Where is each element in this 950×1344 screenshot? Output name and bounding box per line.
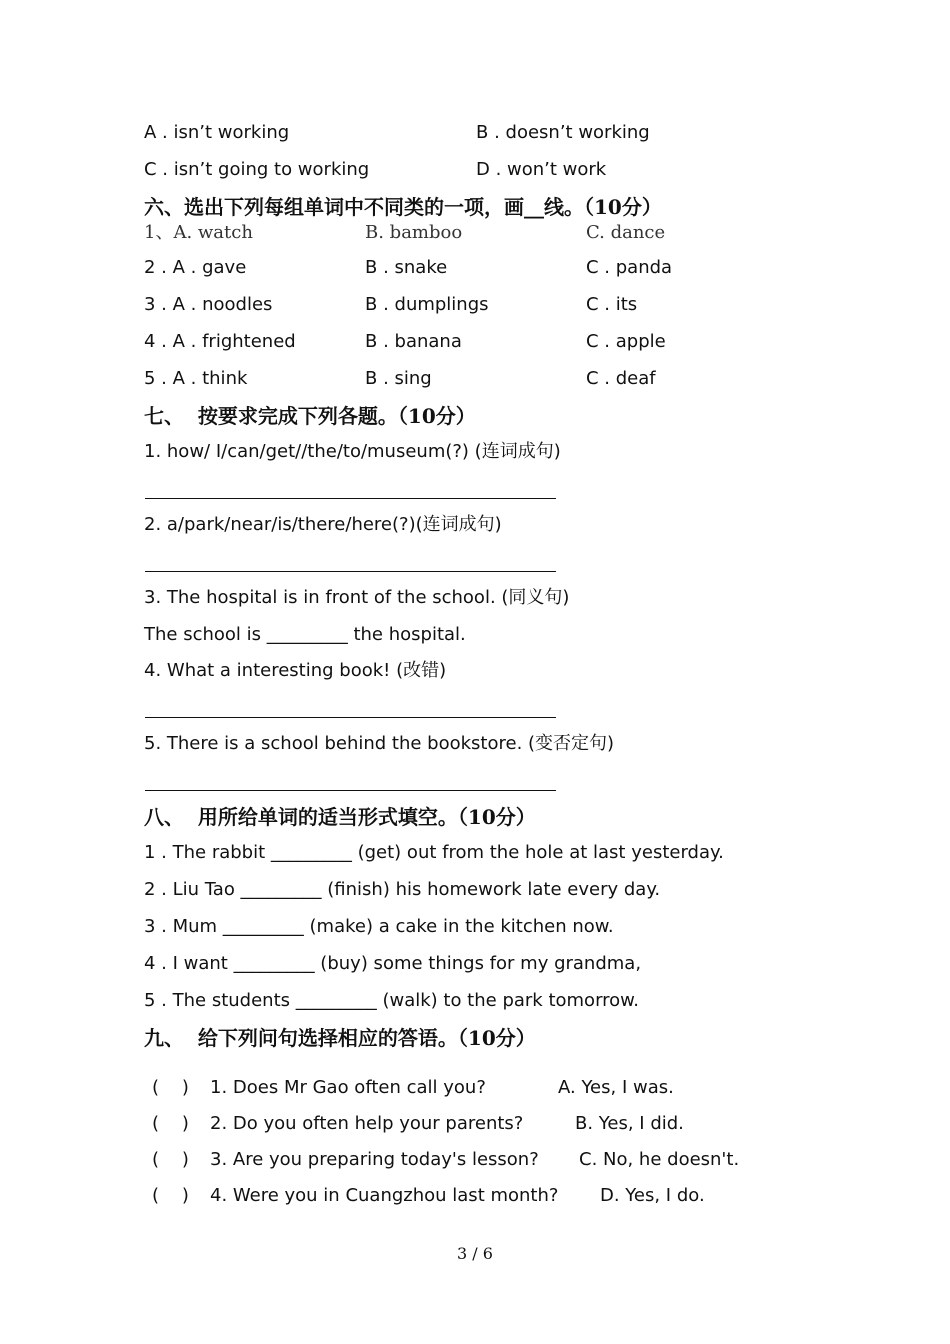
section6-heading: 六、选出下列每组单词中不同类的一项，画__线。（10分） [144, 195, 662, 219]
s9-bracket2[interactable]: ( ) [152, 1113, 189, 1134]
s8-item2: 2 . Liu Tao _________ (finish) his homework late every day. [144, 879, 661, 900]
s8-item4: 4 . I want _________ (buy) some things for my grandma, [144, 953, 642, 974]
section7-heading: 七、 按要求完成下列各题。（10分） [144, 404, 476, 428]
s6-row1-b: B. bamboo [365, 222, 463, 243]
s6-row5-c: C . deaf [586, 368, 656, 389]
s6-row2-b: B . snake [365, 257, 448, 278]
s9-question2: 2. Do you often help your parents? [210, 1113, 524, 1134]
option-a: A . isn’t working [144, 122, 290, 143]
s9-bracket1[interactable]: ( ) [152, 1077, 189, 1098]
s6-row3-a: 3 . A . noodles [144, 294, 273, 315]
s6-row5-a: 5 . A . think [144, 368, 248, 389]
s9-answer-a: A. Yes, I was. [558, 1077, 674, 1098]
option-c: C . isn’t going to working [144, 159, 370, 180]
s7-q3-answer: The school is _________ the hospital. [144, 624, 466, 645]
s6-row4-a: 4 . A . frightened [144, 331, 296, 352]
s6-row2-a: 2 . A . gave [144, 257, 247, 278]
s7-q1: 1. how/ I/can/get//the/to/museum(?) (连词成句) [144, 441, 561, 462]
s9-question3: 3. Are you preparing today's lesson? [210, 1149, 539, 1170]
s9-answer-b: B. Yes, I did. [575, 1113, 684, 1134]
s8-item3: 3 . Mum _________ (make) a cake in the kitchen now. [144, 916, 614, 937]
s7-q1-answer-line[interactable] [145, 498, 556, 499]
s9-answer-d: D. Yes, I do. [600, 1185, 705, 1206]
s9-bracket3[interactable]: ( ) [152, 1149, 189, 1170]
s7-q3: 3. The hospital is in front of the school. (同义句) [144, 587, 570, 608]
s6-row3-b: B . dumplings [365, 294, 489, 315]
s9-answer-c: C. No, he doesn't. [579, 1149, 740, 1170]
s7-q2: 2. a/park/near/is/there/here(?)(连词成句) [144, 514, 502, 535]
section8-heading: 八、 用所给单词的适当形式填空。（10分） [144, 805, 536, 829]
s8-item5: 5 . The students _________ (walk) to the park tomorrow. [144, 990, 639, 1011]
s9-question1: 1. Does Mr Gao often call you? [210, 1077, 486, 1098]
s6-row1-c: C. dance [586, 222, 666, 243]
s6-row4-b: B . banana [365, 331, 462, 352]
s9-bracket4[interactable]: ( ) [152, 1185, 189, 1206]
s7-q4-answer-line[interactable] [145, 717, 556, 718]
s7-q5-answer-line[interactable] [145, 790, 556, 791]
s7-q2-answer-line[interactable] [145, 571, 556, 572]
section9-heading: 九、 给下列问句选择相应的答语。（10分） [144, 1026, 536, 1050]
page-number: 3 / 6 [457, 1244, 493, 1263]
s6-row2-c: C . panda [586, 257, 673, 278]
s6-row1-a: 1、A. watch [144, 222, 253, 243]
s7-q5: 5. There is a school behind the bookstore. (变否定句) [144, 733, 615, 754]
s8-item1: 1 . The rabbit _________ (get) out from the hole at last yesterday. [144, 842, 724, 863]
s6-row5-b: B . sing [365, 368, 432, 389]
s9-question4: 4. Were you in Cuangzhou last month? [210, 1185, 559, 1206]
s6-row3-c: C . its [586, 294, 638, 315]
option-b: B . doesn’t working [476, 122, 650, 143]
s7-q4: 4. What a interesting book! (改错) [144, 660, 447, 681]
s6-row4-c: C . apple [586, 331, 666, 352]
option-d: D . won’t work [476, 159, 607, 180]
